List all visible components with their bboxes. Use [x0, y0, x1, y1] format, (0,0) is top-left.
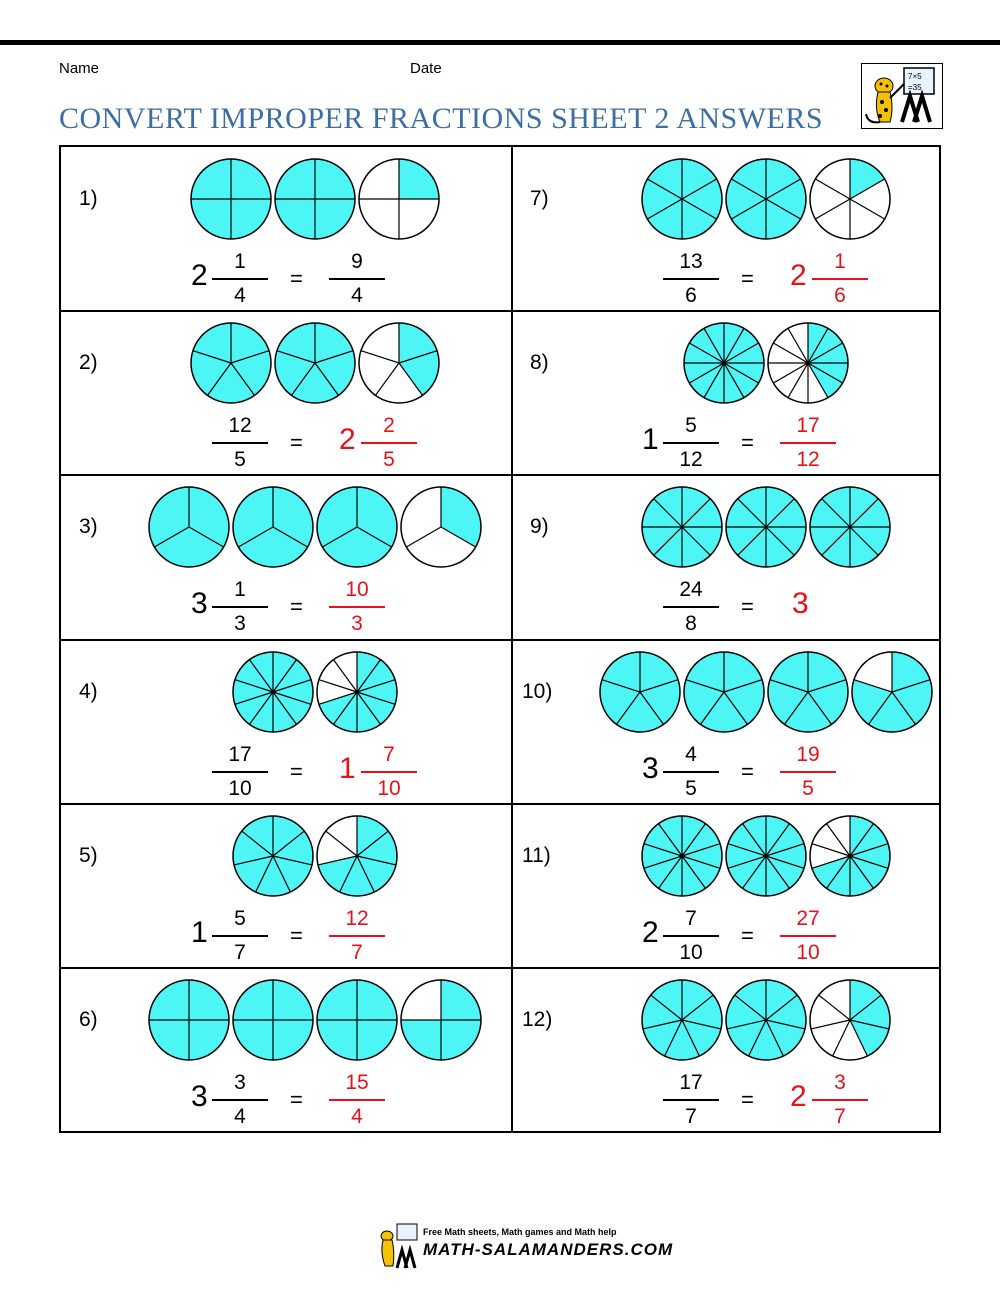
fraction-circle	[642, 159, 722, 239]
equals-sign: =	[741, 1087, 754, 1112]
fraction-circle	[810, 487, 890, 567]
fraction-bar	[780, 771, 836, 773]
answer-whole: 2	[790, 1080, 807, 1113]
fraction-circle	[149, 980, 229, 1060]
answer-whole: 2	[790, 259, 807, 292]
fraction-bar	[361, 771, 417, 773]
salamander-logo	[861, 63, 943, 129]
fraction-circles	[189, 157, 441, 241]
answer-whole: 2	[339, 423, 356, 456]
numerator: 9	[351, 250, 363, 273]
answer-fraction	[780, 411, 836, 475]
fraction-circle	[359, 323, 439, 403]
answer-fraction	[812, 1068, 868, 1132]
given-whole: 3	[191, 1080, 208, 1113]
fraction-bar	[780, 442, 836, 444]
fraction-circles	[189, 321, 441, 405]
fraction-circle	[191, 323, 271, 403]
given-fraction	[212, 1068, 268, 1132]
fraction-bar	[812, 278, 868, 280]
problem-number: 5)	[79, 844, 98, 867]
date-label: Date	[410, 60, 442, 77]
numerator: 12	[345, 907, 369, 930]
numerator: 4	[685, 743, 697, 766]
denominator: 4	[234, 283, 246, 307]
denominator: 7	[685, 1104, 697, 1128]
equals-sign: =	[290, 759, 303, 784]
given-whole: 2	[191, 259, 208, 292]
problem-number: 1)	[79, 187, 98, 210]
given-fraction	[663, 247, 719, 311]
problem-number: 11)	[522, 844, 551, 867]
problem-cell	[61, 804, 511, 966]
fraction-circles	[640, 485, 892, 569]
denominator: 10	[377, 776, 401, 800]
given-fraction	[212, 411, 268, 475]
problem-cell	[61, 640, 511, 802]
numerator: 3	[834, 1071, 846, 1094]
given-fraction	[663, 904, 719, 968]
numerator: 19	[796, 743, 820, 766]
fraction-circle	[401, 980, 481, 1060]
fraction-circles	[231, 814, 399, 898]
equals-sign: =	[290, 430, 303, 455]
fraction-circle	[726, 487, 806, 567]
equals-sign: =	[741, 594, 754, 619]
fraction-circle	[852, 652, 932, 732]
denominator: 7	[834, 1104, 846, 1128]
fraction-bar	[663, 606, 719, 608]
svg-text:=35: =35	[908, 83, 922, 92]
problem-number: 8)	[530, 351, 549, 374]
fraction-circle	[317, 487, 397, 567]
denominator: 10	[679, 940, 703, 964]
fraction-bar	[663, 771, 719, 773]
problem-cell	[512, 475, 962, 637]
problem-number: 12)	[522, 1008, 553, 1031]
fraction-circle	[810, 159, 890, 239]
page-title: CONVERT IMPROPER FRACTIONS SHEET 2 ANSWERS	[59, 102, 824, 135]
given-whole: 2	[642, 916, 659, 949]
problem-number: 9)	[530, 515, 549, 538]
denominator: 4	[351, 1104, 363, 1128]
svg-text:7×5: 7×5	[908, 72, 922, 81]
numerator: 15	[345, 1071, 369, 1094]
fraction-circles	[231, 650, 399, 734]
numerator: 5	[685, 414, 697, 437]
denominator: 6	[685, 283, 697, 307]
numerator: 13	[679, 250, 703, 273]
fraction-circle	[726, 980, 806, 1060]
denominator: 3	[351, 611, 363, 635]
fraction-circles	[147, 485, 483, 569]
fraction-bar	[329, 935, 385, 937]
problem-cell	[61, 147, 511, 309]
fraction-circles	[640, 157, 892, 241]
equals-sign: =	[741, 430, 754, 455]
footer-logo	[375, 1222, 674, 1270]
fraction-circle	[191, 159, 271, 239]
fraction-circles	[682, 321, 850, 405]
fraction-circle	[233, 487, 313, 567]
denominator: 5	[383, 447, 395, 471]
answer-fraction	[329, 904, 385, 968]
fraction-circle	[684, 652, 764, 732]
numerator: 17	[679, 1071, 703, 1094]
fraction-circle	[275, 159, 355, 239]
fraction-circle	[600, 652, 680, 732]
numerator: 10	[345, 578, 369, 601]
answer-fraction	[361, 411, 417, 475]
fraction-circle	[233, 816, 313, 896]
fraction-circle	[768, 652, 848, 732]
given-whole: 1	[642, 423, 659, 456]
answer-fraction	[780, 740, 836, 804]
given-whole: 3	[191, 587, 208, 620]
problem-cell	[61, 968, 511, 1130]
problem-cell	[512, 968, 962, 1130]
given-fraction	[663, 740, 719, 804]
denominator: 4	[351, 283, 363, 307]
problem-number: 4)	[79, 680, 98, 703]
denominator: 3	[234, 611, 246, 635]
fraction-bar	[780, 935, 836, 937]
fraction-circle	[642, 816, 722, 896]
equals-sign: =	[741, 759, 754, 784]
fraction-circle	[275, 323, 355, 403]
denominator: 10	[228, 776, 252, 800]
fraction-circle	[317, 816, 397, 896]
fraction-circle	[233, 980, 313, 1060]
fraction-circle	[359, 159, 439, 239]
equals-sign: =	[290, 594, 303, 619]
problem-grid	[59, 145, 941, 1133]
numerator: 5	[234, 907, 246, 930]
top-rule	[0, 40, 1000, 45]
fraction-bar	[812, 1099, 868, 1101]
given-whole: 1	[191, 916, 208, 949]
numerator: 7	[685, 907, 697, 930]
fraction-circle	[768, 323, 848, 403]
fraction-circle	[317, 652, 397, 732]
fraction-circle	[810, 980, 890, 1060]
answer-fraction	[329, 247, 385, 311]
problem-number: 10)	[522, 680, 553, 703]
fraction-circle	[726, 159, 806, 239]
fraction-circle	[642, 487, 722, 567]
fraction-circles	[598, 650, 934, 734]
numerator: 17	[228, 743, 252, 766]
given-fraction	[212, 575, 268, 639]
equals-sign: =	[741, 266, 754, 291]
equals-sign: =	[290, 923, 303, 948]
denominator: 12	[679, 447, 703, 471]
problem-number: 3)	[79, 515, 98, 538]
denominator: 7	[234, 940, 246, 964]
numerator: 1	[834, 250, 846, 273]
equals-sign: =	[741, 923, 754, 948]
denominator: 5	[234, 447, 246, 471]
numerator: 12	[228, 414, 252, 437]
denominator: 5	[685, 776, 697, 800]
answer-fraction	[780, 904, 836, 968]
fraction-bar	[212, 935, 268, 937]
answer-whole: 3	[792, 587, 809, 620]
footer-tagline: Free Math sheets, Math games and Math help	[423, 1227, 617, 1237]
problem-cell	[512, 804, 962, 966]
fraction-bar	[329, 606, 385, 608]
fraction-circle	[401, 487, 481, 567]
given-fraction	[663, 575, 719, 639]
fraction-circle	[317, 980, 397, 1060]
fraction-bar	[329, 278, 385, 280]
numerator: 17	[796, 414, 820, 437]
equals-sign: =	[290, 1087, 303, 1112]
fraction-circle	[810, 816, 890, 896]
fraction-circles	[640, 978, 892, 1062]
given-whole: 3	[642, 752, 659, 785]
fraction-bar	[212, 278, 268, 280]
fraction-circle	[684, 323, 764, 403]
answer-fraction	[329, 575, 385, 639]
name-label: Name	[59, 60, 100, 77]
numerator: 1	[234, 250, 246, 273]
fraction-circle	[149, 487, 229, 567]
fraction-circles	[147, 978, 483, 1062]
fraction-bar	[329, 1099, 385, 1101]
problem-cell	[61, 311, 511, 473]
problem-number: 2)	[79, 351, 98, 374]
fraction-bar	[663, 1099, 719, 1101]
denominator: 6	[834, 283, 846, 307]
fraction-bar	[663, 278, 719, 280]
given-fraction	[663, 411, 719, 475]
numerator: 27	[796, 907, 820, 930]
given-fraction	[212, 904, 268, 968]
numerator: 1	[234, 578, 246, 601]
fraction-bar	[361, 442, 417, 444]
answer-fraction	[812, 247, 868, 311]
problem-cell	[512, 311, 962, 473]
denominator: 4	[234, 1104, 246, 1128]
fraction-bar	[663, 935, 719, 937]
problem-cell	[61, 475, 511, 637]
answer-fraction	[329, 1068, 385, 1132]
given-fraction	[663, 1068, 719, 1132]
given-fraction	[212, 247, 268, 311]
fraction-circles	[640, 814, 892, 898]
denominator: 5	[802, 776, 814, 800]
denominator: 8	[685, 611, 697, 635]
problem-cell	[512, 147, 962, 309]
answer-fraction	[361, 740, 417, 804]
answer-whole: 1	[339, 752, 356, 785]
denominator: 12	[796, 447, 820, 471]
denominator: 10	[796, 940, 820, 964]
numerator: 7	[383, 743, 395, 766]
fraction-bar	[212, 771, 268, 773]
problem-cell	[512, 640, 962, 802]
problem-number: 7)	[530, 187, 549, 210]
given-fraction	[212, 740, 268, 804]
fraction-circle	[233, 652, 313, 732]
fraction-circle	[642, 980, 722, 1060]
numerator: 24	[679, 578, 703, 601]
fraction-bar	[212, 442, 268, 444]
fraction-circle	[726, 816, 806, 896]
equals-sign: =	[290, 266, 303, 291]
fraction-bar	[212, 606, 268, 608]
numerator: 2	[383, 414, 395, 437]
numerator: 3	[234, 1071, 246, 1094]
fraction-bar	[212, 1099, 268, 1101]
footer-site-name: MATH-SALAMANDERS.COM	[423, 1240, 674, 1259]
denominator: 7	[351, 940, 363, 964]
fraction-bar	[663, 442, 719, 444]
problem-number: 6)	[79, 1008, 98, 1031]
